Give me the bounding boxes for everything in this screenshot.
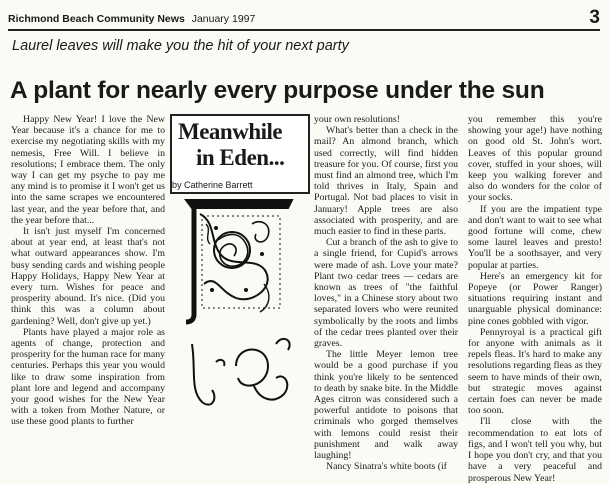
kicker: Laurel leaves will make you the hit of your next party bbox=[12, 38, 349, 54]
issue-date: January 1997 bbox=[191, 13, 256, 25]
paragraph: Cut a branch of the ash to give to a single friend, for Cupid's arrows were made of ash. Love your mate? Plant two cedar trees — cedars are known as trees of "the faithful loves," in a Chinese story about two separated lovers who were reunited symbolically by the roots and limbs of the cedar trees planted over their graves. bbox=[314, 237, 458, 350]
paragraph: Happy New Year! I love the New Year because it's a chance for me to exercise my negotiating skills with my nemesis, Free Will. I believe in resolutions; I embrace them. The only way I can get my psyche to pay me any mind is to promise it I won't get us into the same scrapes we encountered last year, and the year before that, and the year before that... bbox=[11, 114, 165, 226]
decorated-initial-f-fig-icon bbox=[176, 194, 304, 412]
article-column-2 bbox=[314, 114, 458, 473]
page-number: 3 bbox=[589, 7, 600, 28]
paragraph: It isn't just myself I'm concerned about at year end, at least that's not what outward appearances show. I'm busy sending cards and wishing people Happy Holidays, Happy New Year at every turn. Wishes for peace and prosperity abound. It's nice. (Did you think this was a column about gardening? Well, don't give up yet.) bbox=[11, 226, 165, 327]
masthead bbox=[8, 13, 255, 25]
paragraph: Plants have played a major role as agents of change, protection and prosperity for the human race for many centuries. Perhaps this year you would like to draw some inspiration from plant lore and legend and accompany your good wishes for the New Year with a token from Mother Nature, or use these good plants to further bbox=[11, 326, 165, 428]
paragraph: If you are the impatient type and don't want to wait to see what good fortune will come, chew some laurel leaves and presto! You'll be a soothsayer, and very popular at parties. bbox=[468, 203, 602, 271]
publication-name: Richmond Beach Community News bbox=[8, 13, 185, 25]
page-header bbox=[8, 7, 600, 31]
paragraph: Here's an emergency kit for Popeye (or Power Ranger) situations requiring instant and unarguable physical dominance: pine cones gobbled with vigor. bbox=[468, 270, 602, 327]
paragraph: your own resolutions! bbox=[314, 114, 400, 125]
column-title-line-1: Meanwhile bbox=[178, 119, 283, 144]
paragraph: What's better than a check in the mail? An almond branch, which used correctly, will find hidden treasure for you. Of course, first you must find an almond tree, which I'm told thrives in Italy, Spain and Portugal. Not bad places to visit in January! Apple trees are also associated with prosperity, and are much easier to find in these parts. bbox=[314, 125, 458, 238]
paragraph: Nancy Sinatra's white boots (if bbox=[326, 461, 447, 473]
paragraph: you remember this you're showing your age!) have nothing on good old St. John's wort. Leaves of this popular ground cover, stuffed in your shoes, will keep you walking forever and also do wonders for the color of your socks. bbox=[468, 114, 602, 204]
headline: A plant for nearly every purpose under the sun bbox=[10, 77, 545, 104]
column-title-line-2: in Eden... bbox=[196, 145, 285, 170]
article-column-3 bbox=[468, 114, 602, 484]
paragraph: Pennyroyal is a practical gift for anyone with animals as it repels fleas. It's hard to make any resolutions regarding fleas as they seem to have minds of their own, but strategic moves against certain foes can never be made too soon. bbox=[468, 326, 602, 417]
byline: by Catherine Barrett bbox=[172, 180, 253, 190]
article-column-1 bbox=[11, 114, 165, 428]
paragraph: The little Meyer lemon tree would be a good purchase if you think you're likely to be sentenced to death by snake bite. In the Middle Ages citron was considered such a powerful antidote to poisons that criminals who gorged themselves with lemons could resist their punishment and walk away laughing! bbox=[314, 349, 458, 462]
paragraph: I'll close with the recommendation to eat lots of figs, and I won't tell you why, but I hope you don't cry, and that you have a very peaceful and prosperous New Year! bbox=[468, 416, 602, 484]
